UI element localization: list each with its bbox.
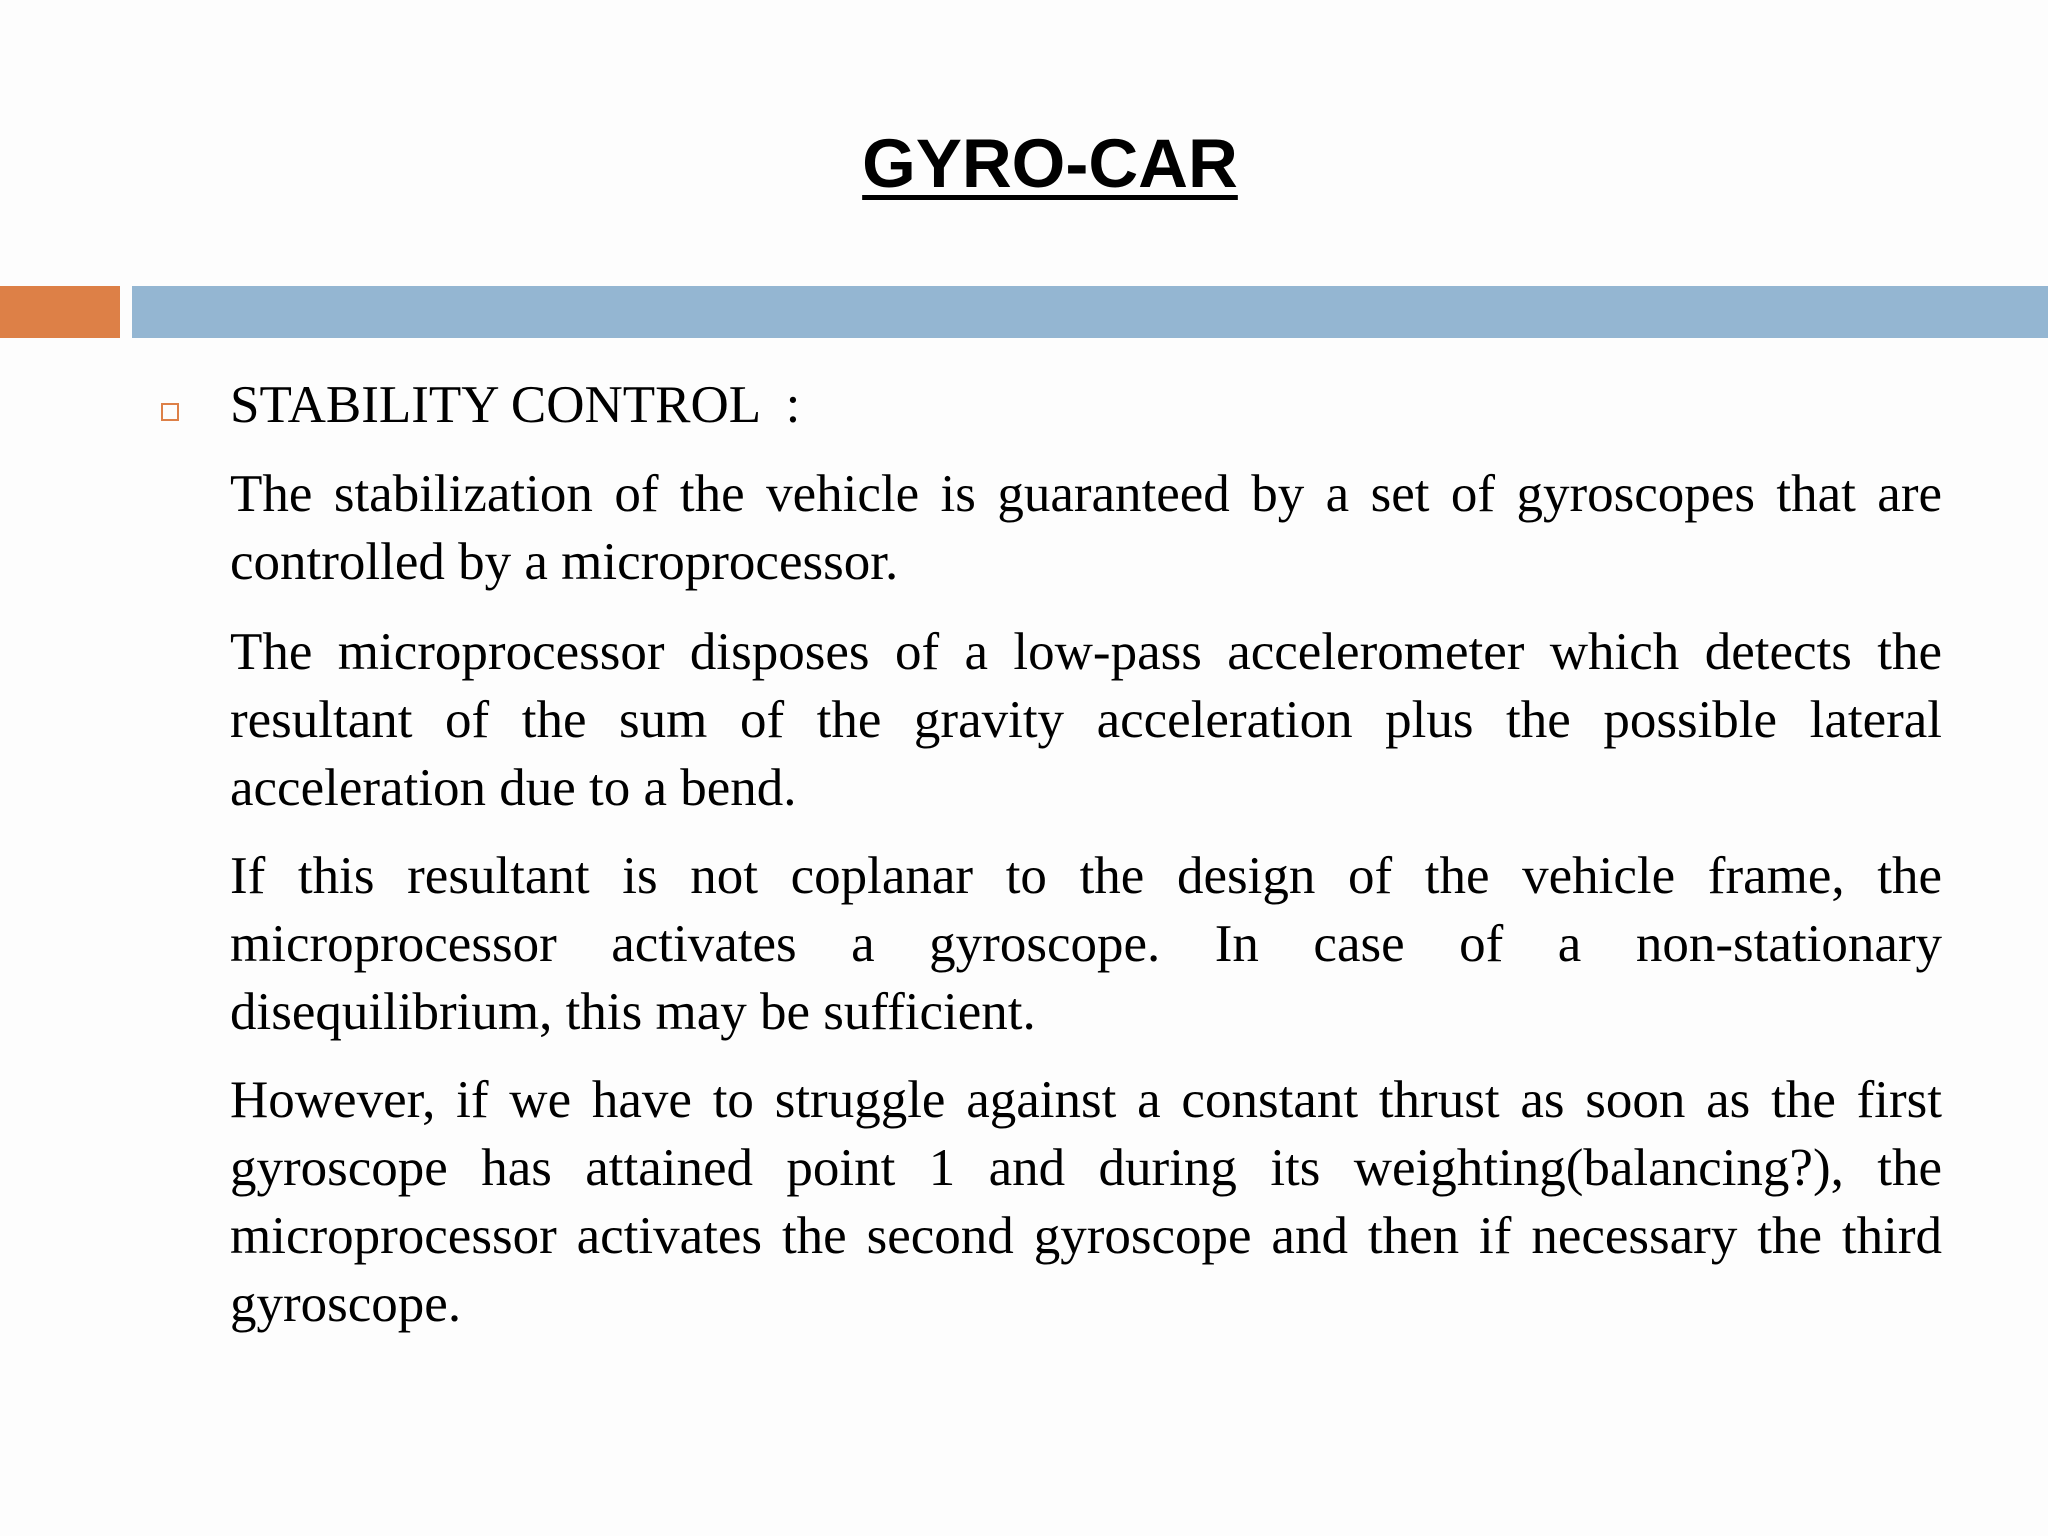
slide-title: GYRO-CAR	[862, 125, 1238, 202]
bullet-item	[0, 372, 2048, 442]
paragraph-coplanar: If this resultant is not coplanar to the design of the vehicle frame, the microprocessor activates a gyroscope. In case of a non-stationary disequilibrium, this may be sufficient.	[230, 847, 1942, 1041]
paragraph-stabilization: The stabilization of the vehicle is guaranteed by a set of gyroscopes that are controlled by a microprocessor.	[230, 465, 1942, 591]
accent-bar-blue	[132, 286, 2048, 338]
paragraph-accelerometer: The microprocessor disposes of a low-pass accelerometer which detects the resultant of the sum of the gravity acceleration plus the possible lateral acceleration due to a bend.	[230, 623, 1942, 817]
section-heading: STABILITY CONTROL :	[230, 376, 801, 434]
hollow-square-bullet-icon	[161, 403, 179, 421]
paragraph-constant-thrust: However, if we have to struggle against a constant thrust as soon as the first gyroscope has attained point 1 and during its weighting(balancing?), the microprocessor activates the second gyroscope and then if necessary the third gyroscope.	[230, 1071, 1942, 1333]
accent-bar-orange	[0, 286, 120, 338]
